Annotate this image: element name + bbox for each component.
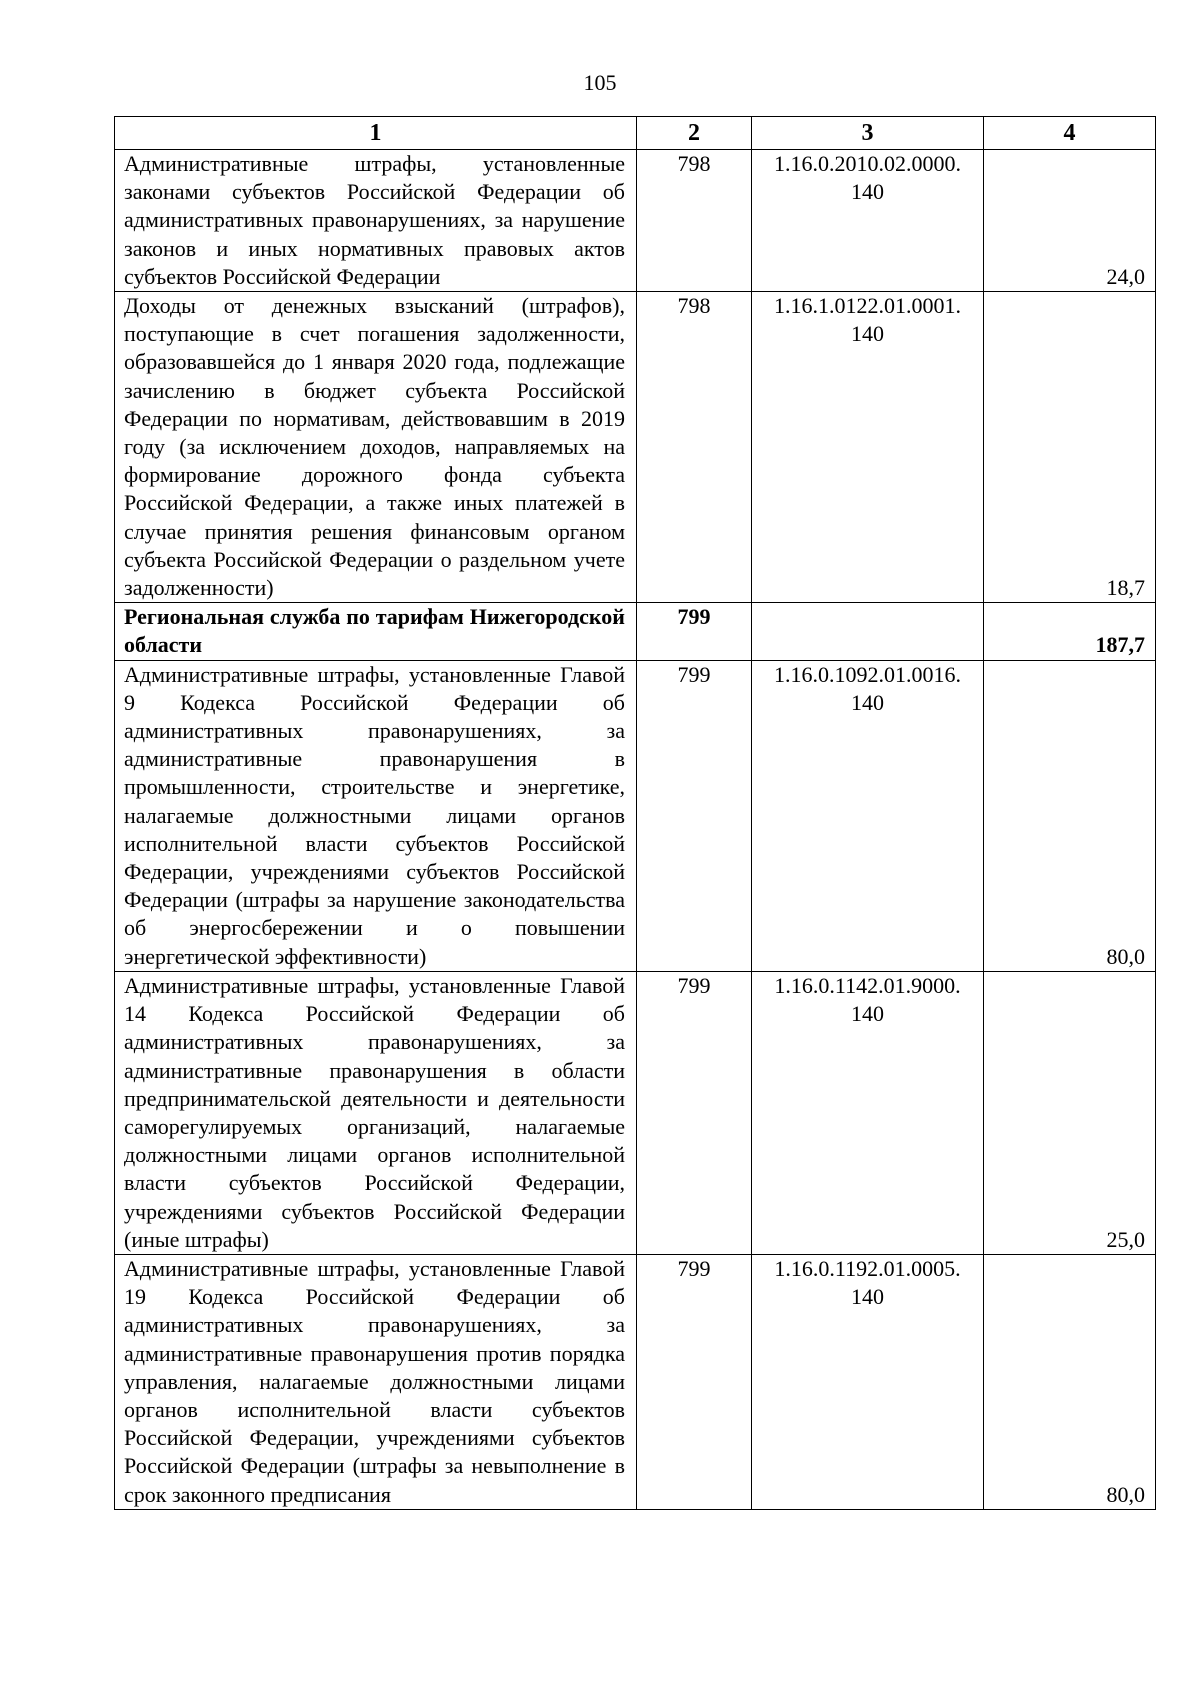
column-header-4: 4: [984, 117, 1156, 150]
table-row: [115, 292, 1156, 603]
admin-code-cell: 799: [637, 971, 752, 1254]
description-cell: [115, 292, 637, 603]
admin-code-cell: 798: [637, 150, 752, 292]
row-description: Доходы от денежных взысканий (штрафов), поступающие в счет погашения задолженности, образовавшейся до 1 января 2020 года, подлежащие зачислению в бюджет субъекта Российской Федерации по нормативам, действовавшим в 2019 году (за исключением доходов, направляемых на формирование дорожного фонда субъекта Российской Федерации, а также иных платежей в случае принятия решения финансовым органом субъекта Российской Федерации о раздельном учете задолженности): [124, 293, 625, 601]
amount-value: 24,0: [1106, 263, 1145, 289]
admin-code-cell: 799: [637, 603, 752, 660]
amount-value: 25,0: [1106, 1226, 1145, 1252]
description-cell: [115, 150, 637, 292]
table-row: [115, 150, 1156, 292]
amount-value: 80,0: [1106, 943, 1145, 969]
kbk-code-cell: [752, 150, 984, 292]
admin-code-cell: 799: [637, 1254, 752, 1509]
amount-cell: [984, 971, 1156, 1254]
table-row-section-header: [115, 603, 1156, 660]
kbk-code-line2: 140: [851, 1001, 884, 1027]
revenue-table: [114, 116, 1156, 1510]
description-cell: [115, 660, 637, 971]
amount-cell: [984, 603, 1156, 660]
row-description: Административные штрафы, установленные Главой 19 Кодекса Российской Федерации об административных правонарушениях, за административные правонарушения против порядка управления, налагаемые должностными лицами органов исполнительной власти субъектов Российской Федерации, учреждениями субъектов Российской Федерации (штрафы за невыполнение в срок законного предписания: [124, 1255, 625, 1507]
kbk-code-line1: 1.16.0.2010.02.0000.: [774, 151, 961, 176]
row-description: Административные штрафы, установленные Главой 9 Кодекса Российской Федерации об административных правонарушениях, за административные правонарушения в промышленности, строительстве и энергетике, налагаемые должностными лицами органов исполнительной власти субъектов Российской Федерации, учреждениями субъектов Российской Федерации (штрафы за нарушение законодательства об энергосбережении и о повышении энергетической эффективности): [124, 661, 625, 969]
section-title: Региональная служба по тарифам Нижегородской области: [124, 604, 625, 658]
table-row: [115, 660, 1156, 971]
admin-code-cell: 798: [637, 292, 752, 603]
amount-value: 80,0: [1106, 1481, 1145, 1507]
kbk-code-cell: [752, 971, 984, 1254]
kbk-code-line2: 140: [851, 689, 884, 715]
kbk-code-cell: [752, 603, 984, 660]
column-header-3: 3: [752, 117, 984, 150]
description-cell: [115, 971, 637, 1254]
table-row: [115, 971, 1156, 1254]
amount-total-value: 187,7: [1095, 632, 1145, 658]
page-number: 105: [583, 70, 617, 95]
admin-code-cell: 799: [637, 660, 752, 971]
amount-cell: [984, 292, 1156, 603]
amount-cell: [984, 150, 1156, 292]
row-description: Административные штрафы, установленные законами субъектов Российской Федерации об административных правонарушениях, за нарушение законов и иных нормативных правовых актов субъектов Российской Федерации: [124, 151, 625, 289]
kbk-code-line1: 1.16.1.0122.01.0001.: [774, 293, 961, 319]
column-header-1: 1: [115, 117, 637, 150]
row-description: Административные штрафы, установленные Главой 14 Кодекса Российской Федерации об административных правонарушениях, за административные правонарушения в области предпринимательской деятельности и деятельности саморегулируемых организаций, налагаемые должностными лицами органов исполнительной власти субъектов Российской Федерации, учреждениями субъектов Российской Федерации (иные штрафы): [124, 972, 625, 1252]
kbk-code-cell: [752, 660, 984, 971]
kbk-code-line1: 1.16.0.1192.01.0005.: [774, 1255, 961, 1281]
table-row: [115, 1254, 1156, 1509]
kbk-code-cell: [752, 292, 984, 603]
column-header-2: 2: [637, 117, 752, 150]
amount-cell: [984, 660, 1156, 971]
kbk-code-line2: 140: [851, 1284, 884, 1310]
description-cell: [115, 603, 637, 660]
amount-value: 18,7: [1106, 575, 1145, 601]
amount-cell: [984, 1254, 1156, 1509]
table-header-row: [115, 117, 1156, 150]
kbk-code-line2: 140: [851, 179, 884, 205]
kbk-code-cell: [752, 1254, 984, 1509]
kbk-code-line2: 140: [851, 321, 884, 347]
description-cell: [115, 1254, 637, 1509]
kbk-code-line1: 1.16.0.1142.01.9000.: [774, 972, 961, 998]
kbk-code-line1: 1.16.0.1092.01.0016.: [774, 661, 961, 687]
